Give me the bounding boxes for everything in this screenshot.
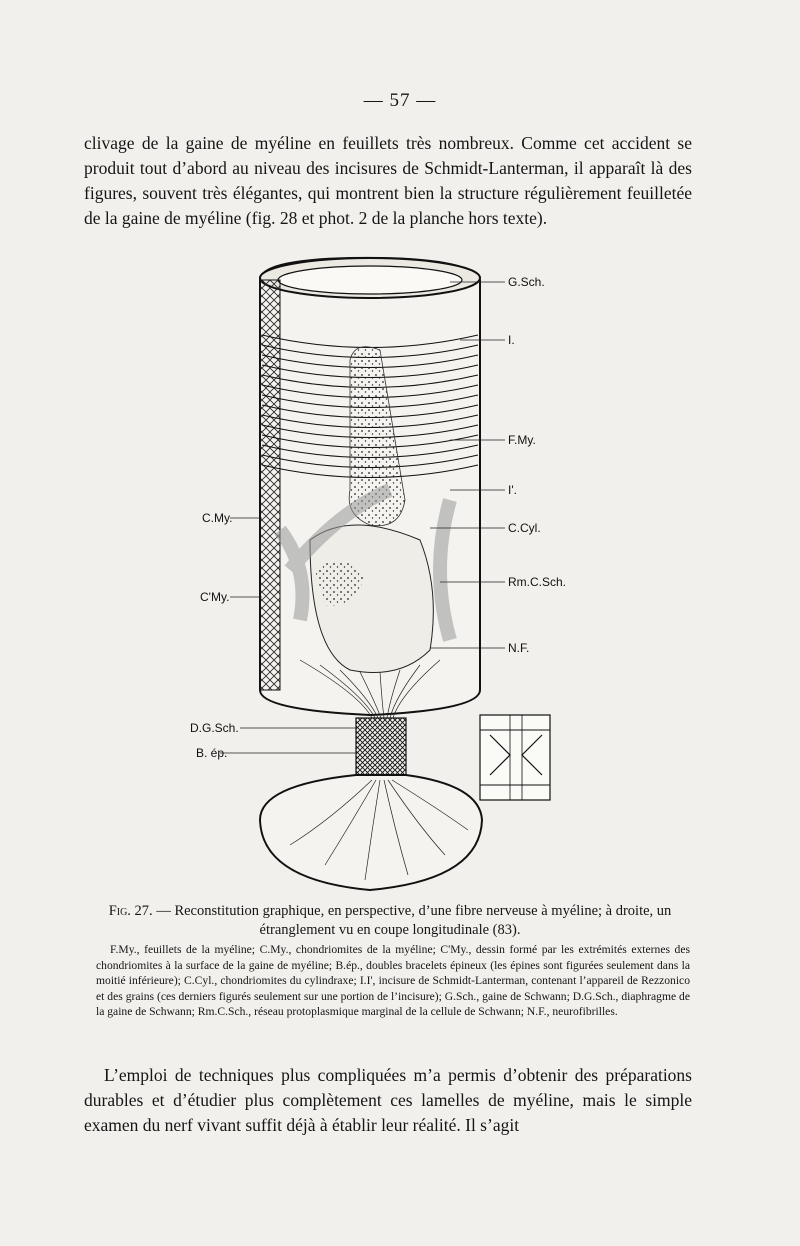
label-iprime: I'. <box>508 483 517 497</box>
page-number: — 57 — <box>363 90 437 111</box>
label-nf: N.F. <box>508 641 530 655</box>
figure-tag: Fig. 27. <box>108 903 153 919</box>
label-bep: B. ép. <box>196 746 228 760</box>
figure-27 <box>150 240 710 900</box>
label-cprimemy: C'My. <box>200 590 230 604</box>
lower-fiber-segment <box>260 775 482 890</box>
label-gsch: G.Sch. <box>508 275 545 289</box>
myelin-hatched-band <box>260 280 280 690</box>
label-dgsch: D.G.Sch. <box>190 721 239 735</box>
ranvier-constriction <box>356 718 406 778</box>
label-rmcsch: Rm.C.Sch. <box>508 575 567 589</box>
body-paragraph-bottom: L’emploi de techniques plus compliquées m’a permis d’obtenir des préparations durables et d’étudier plus complètement ces lamelles de myéline, mais le simple examen du nerf vivant suffit déjà à établir leur réalité. Il s’agit <box>84 1065 692 1135</box>
label-cmy: C.My. <box>202 511 233 525</box>
body-paragraph-top: clivage de la gaine de myéline en feuillets très nombreux. Comme cet accident se produit tout d’abord au niveau des incisures de Schmidt-Lanterman, il apparaît là des figures, souvent très élégantes, qui montrent bien la structure régulièrement feuilletée de la gaine de myéline (fig. 28 et phot. 2 de la planche hors texte). <box>84 133 692 228</box>
longitudinal-section-inset <box>480 715 550 800</box>
nerve-fiber-illustration <box>150 240 710 900</box>
label-i: I. <box>508 333 515 347</box>
label-ccyl: C.Cyl. <box>508 521 541 535</box>
figure-caption <box>84 902 696 940</box>
caption-text: — Reconstitution graphique, en perspective, d’une fibre nerveuse à myéline; à droite, un étranglement vu en coupe longitudinale (83). <box>152 903 672 938</box>
figure-legend: F.My., feuillets de la myéline; C.My., chondriomites de la myéline; C'My., dessin formé par les extrémités externes des chondriomites à la surface de la gaine de myéline; B.ép., doubles bracelets épineux (les épines sont figurées seulement dans la moitié inférieure); C.Cyl., chondriomites du cylindraxe; I.I', incisure de Schmidt-Lanterman, contenant l’appareil de Rezzonico et des grains (ces derniers figurés seulement sur une portion de l’incisure); G.Sch., gaine de Schwann; D.G.Sch., diaphragme de la gaine de Schwann; Rm.C.Sch., réseau protoplasmique marginal de la cellule de Schwann; N.F., neurofibrilles. <box>96 943 690 1018</box>
label-fmy: F.My. <box>508 433 536 447</box>
